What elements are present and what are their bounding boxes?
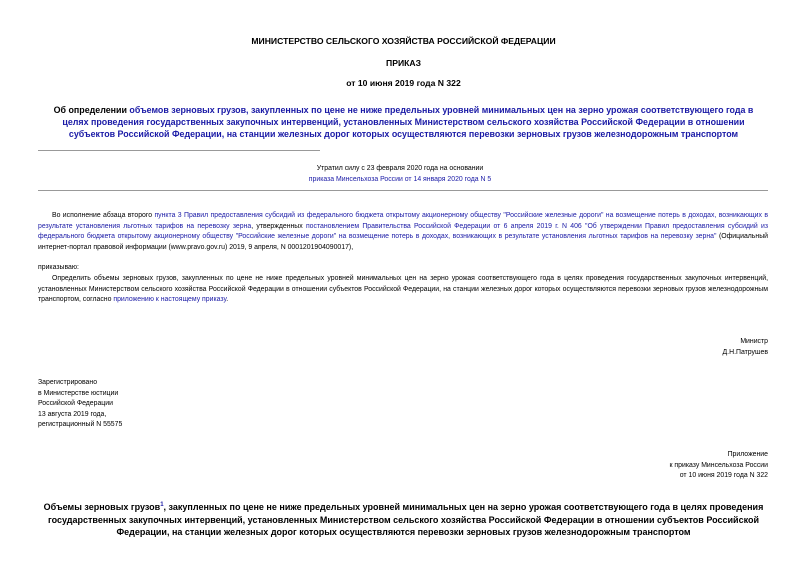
status-line: Утратил силу с 23 февраля 2020 года на основании xyxy=(316,165,484,172)
registration-block xyxy=(38,378,288,431)
doc-type: ПРИКАЗ xyxy=(386,58,421,68)
appendix-link[interactable]: приложению к настоящему приказу xyxy=(113,296,227,303)
order-text: Определить объемы зерновых грузов, закупленных по цене не ниже предельных уровней минимальных цен на зерно урожая соответствующего года в целях проведения государственных закупочных интервенций, установленных Министерством сельского хозяйства Российской Федерации в отношении субъектов Российской Федерации, на станции железных дорог которых осуществляются перевозки зерновых грузов железнодорожным транспортом, согласно xyxy=(38,275,768,303)
doc-title xyxy=(40,104,767,140)
appendix-line: к приказу Минсельхоза России xyxy=(669,461,768,469)
registration-line: 13 августа 2019 года, xyxy=(38,410,107,418)
appendix-title-b: , закупленных по цене не ниже предельных уровней минимальных цен на зерно урожая соответствующего года в целях проведения государственных закупочных интервенций, установленных Министерством сельского хозяйства Российской Федерации в отношении субъектов Российской Федерации, на станции железных дорог которых осуществляются перевозки зерновых грузов железнодорожным транспортом xyxy=(47,502,764,537)
paragraph-basis xyxy=(38,211,768,253)
registration-line: регистрационный N 55575 xyxy=(38,421,123,428)
status-link[interactable]: приказа Минсельхоза России от 14 января 2020 года N 5 xyxy=(308,176,492,183)
appendix-line: от 10 июня 2019 года N 322 xyxy=(679,472,768,479)
paragraph-order xyxy=(38,274,768,306)
registration-line: Российской Федерации xyxy=(38,400,113,407)
appendix-block xyxy=(568,450,768,482)
basis-text: , утвержденных xyxy=(251,222,306,230)
signature-name: Д.Н.Патрушев xyxy=(722,349,768,356)
appendix-title-a: Объемы зерновых грузов xyxy=(43,502,161,512)
order-word: приказываю: xyxy=(38,264,79,271)
divider xyxy=(38,150,320,151)
doc-date-number: от 10 июня 2019 года N 322 xyxy=(346,78,461,88)
signature-role: Министр xyxy=(740,338,768,345)
order-text: . xyxy=(226,296,229,303)
basis-text: (Официальный интернет-портал правовой информации (www.pravo.gov.ru) 2019, 9 апреля, N 0001201904090017), xyxy=(38,233,768,251)
divider xyxy=(38,190,768,191)
basis-text: Во исполнение абзаца второго xyxy=(52,212,155,219)
ministry-heading: МИНИСТЕРСТВО СЕЛЬСКОГО ХОЗЯЙСТВА РОССИЙСКОЙ ФЕДЕРАЦИИ xyxy=(251,36,556,46)
registration-line: в Министерстве юстиции xyxy=(38,389,119,397)
doc-title-link[interactable]: объемов зерновых грузов, закупленных по цене не ниже предельных уровней минимальных цен на зерно урожая соответствующего года в целях проведения государственных закупочных интервенций, установленных Министерством сельского хозяйства Российской Федерации в отношении субъектов Российской Федерации, на станции железных дорог которых осуществляются перевозки зерновых грузов железнодорожным транспортом xyxy=(62,105,754,139)
doc-title-prefix: Об определении xyxy=(53,105,130,115)
resolution-link[interactable]: постановлением Правительства Российской Федерации от 6 апреля 2019 г. N 406 "Об утверждении Правил предоставления субсидий из федерального бюджета открытому акционерному обществу "Российские железные дороги" на возмещение потерь в доходах, возникающих в результате установления льготных тарифов на перевозку зерна" xyxy=(38,222,768,240)
appendix-title xyxy=(40,499,767,539)
registration-line: Зарегистрировано xyxy=(38,379,98,386)
footnote-ref[interactable]: 1 xyxy=(160,502,164,508)
rules-link[interactable]: пункта 3 Правил предоставления субсидий из федерального бюджета открытому акционерному обществу "Российские железные дороги" на возмещение потерь в доходах, возникающих в результате установления льготных тарифов на перевозку зерна xyxy=(38,212,769,230)
appendix-line: Приложение xyxy=(727,451,768,458)
